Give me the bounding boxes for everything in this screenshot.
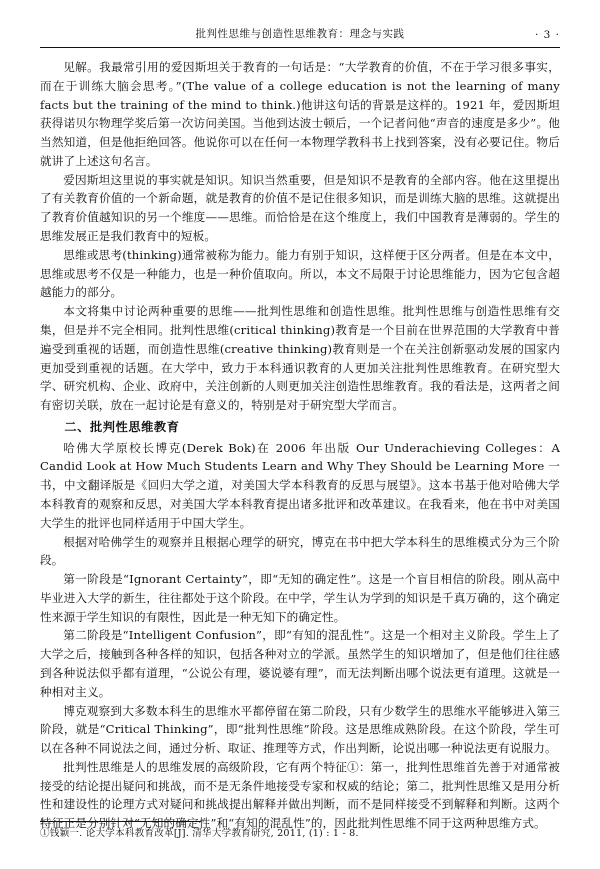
footnote-text: 钱颖一. 论大学本科教育改革[J]. 清华大学教育研究, 2011, (1) : 1 - 8.: [49, 827, 359, 839]
page-number: · 3 ·: [534, 29, 560, 41]
paragraph: 博克观察到大多数本科生的思维水平都停留在第二阶段，只有少数学生的思维水平能够进入第三阶段，就是“Critical Thinking”，即“批判性思维”阶段。这是思维成熟阶段。在这个阶段，学生可以在各种不同说法之间，通过分析、取证、推理等方式，作出判断，论说出哪一种说法更有说服力。: [40, 703, 560, 756]
paragraph: 本文将集中讨论两种重要的思维——批判性思维和创造性思维。批判性思维与创造性思维有交集，但是并不完全相同。批判性思维(critical thinking)教育是一个目前在世界范围的大学教育中普遍受到重视的话题，而创造性思维(creative thinking)教育则是一个在关注创新驱动发展的国家内更加受到重视的话题。在大学中，致力于本科通识教育的人更加关注批判性思维教育。在研究型大学、研究机构、企业、政府中，关注创新的人则更加关注创造性思维教育。我的看法是，这两者之间有密切关联，放在一起讨论是有意义的，特别是对于研究型大学而言。: [40, 304, 560, 413]
paragraph: 根据对哈佛学生的观察并且根据心理学的研究，博克在书中把大学本科生的思维模式分为三个阶段。: [40, 534, 560, 568]
paragraph: 哈佛大学原校长博克(Derek Bok)在 2006 年出版 Our Underachieving Colleges：A Candid Look at How Much Students Learn and Why They Should be Learning More 一书，中文翻译版是《回归大学之道，对美国大学本科教育的反思与展望》。这本书基于他对哈佛大学本科教育的观察和反思，对美国大学本科教育提出诸多批评和改革建议。在我看来，他在书中对美国大学生的批评也同样适用于中国大学生。: [40, 440, 560, 530]
footnote-marker: ①: [40, 827, 50, 839]
paragraph: 批判性思维是人的思维发展的高级阶段，它有两个特征①：第一，批判性思维首先善于对通常被接受的结论提出疑问和挑战，而不是无条件地接受专家和权威的结论；第二，批判性思维又是用分析性和建设性的论理方式对疑问和挑战提出解释并做出判断，而不是同样接受不到解释和判断。这两个特征正是分别针对“无知的确定性”和“有知的混乱性”的，因此批判性思维不同于这两种思维方式。: [40, 759, 560, 831]
running-head: [40, 26, 560, 47]
paragraph: 爱因斯坦这里说的事实就是知识。知识当然重要，但是知识不是教育的全部内容。他在这里提出了有关教育价值的一个新命题，就是教育的价值不是记住很多知识，而是训练大脑的思维。这就提出了教育价值越知识的另一个维度——思维。而恰恰是在这个维度上，我们中国教育是薄弱的。学生的思维发展正是我们教育中的短板。: [40, 172, 560, 244]
running-head-title: 批判性思维与创造性思维教育：理念与实践: [195, 28, 405, 40]
footnote: [40, 827, 560, 841]
paragraph: 第二阶段是“Intelligent Confusion”，即“有知的混乱性”。这是一个相对主义阶段。学生上了大学之后，接触到各种各样的知识，包括各种对立的学派。虽然学生的知识增加了，但是他们往往感到各种说法似乎都有道理，“公说公有理，婆说婆有理”，而无法判断出哪个说法更有道理。这就是一种相对主义。: [40, 628, 560, 699]
footnote-area: [40, 821, 560, 841]
body-column: [40, 58, 560, 833]
paragraph: 见解。我最常引用的爱因斯坦关于教育的一句话是：“大学教育的价值，不在于学习很多事实，而在于训练大脑会思考。”(The value of a college education is not the learning of many facts but the training of the mind to think.)他讲这句话的背景是这样的。1921 年，爱因斯坦获得诺贝尔物理学奖后第一次访问美国。当他到达波士顿后，一个记者问他“声音的速度是多少”。他当然知道，但是他拒绝回答。他说你可以在任何一本物理学教科书上找到答案，没有必要记住。物后就讲了上述这句名言。: [40, 60, 560, 168]
paragraph: 思维或思考(thinking)通常被称为能力。能力有别于知识，这样便于区分两者。但是在本文中，思维或思考不仅是一种能力，也是一种价值取向。所以，本文不局限于讨论思维能力，因为它包含超越能力的部分。: [40, 247, 560, 300]
paragraph: 第一阶段是“Ignorant Certainty”，即“无知的确定性”。这是一个盲目相信的阶段。刚从高中毕业进入大学的新生，往往都处于这个阶段。在中学，学生认为学到的知识是千真万确的，这个确定性来源于学生知识的有限性，因此是一种无知下的确定性。: [40, 572, 560, 624]
header-divider: [40, 47, 560, 48]
footnote-divider: [40, 821, 201, 822]
section-heading: 二、批判性思维教育: [64, 419, 180, 434]
